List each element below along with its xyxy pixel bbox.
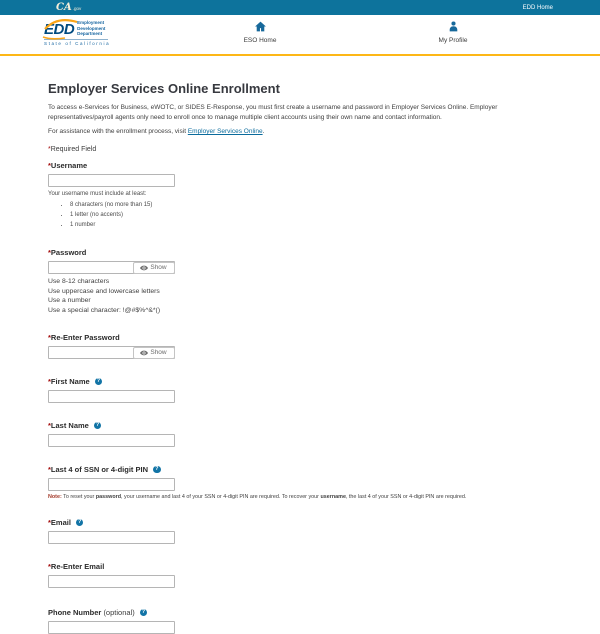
username-hint-list [70, 200, 552, 230]
phone-help-icon[interactable]: ? [140, 609, 148, 617]
password-hint: Use uppercase and lowercase letters [48, 287, 160, 295]
username-hint: • 1 letter (no accents) [70, 210, 552, 220]
email-group [48, 518, 552, 544]
note-part-bold: username [320, 494, 346, 500]
ssn-pin-note [48, 494, 552, 500]
employer-services-online-link[interactable]: Employer Services Online [187, 128, 263, 135]
password-group [48, 248, 552, 315]
phone-input[interactable] [48, 621, 175, 634]
reenter-email-group [48, 562, 552, 588]
password-input-wrap [48, 261, 175, 274]
edd-home-link[interactable]: EDD Home [522, 4, 553, 11]
edd-logo-line1: Employment [77, 20, 105, 25]
first-name-label-row [48, 377, 552, 386]
ca-gov-logo-script: CA [56, 1, 72, 13]
required-marker: * [48, 146, 51, 153]
password-label-text: Password [50, 248, 87, 257]
phone-group [48, 608, 552, 634]
ca-gov-logo-suffix: .gov [72, 5, 82, 11]
last-name-label [48, 421, 89, 430]
eye-icon [140, 350, 148, 356]
last-name-group [48, 421, 552, 447]
show-reenter-password-label: Show [150, 349, 167, 356]
edd-logo-department-lines [77, 20, 105, 37]
last-name-label-text: Last Name [50, 421, 89, 430]
username-hint: • 1 number [70, 220, 552, 230]
phone-label-row [48, 608, 552, 617]
top-bar [0, 0, 600, 15]
reenter-email-label-text: Re-Enter Email [50, 562, 105, 571]
first-name-help-icon[interactable]: ? [95, 378, 103, 386]
last-name-label-row [48, 421, 552, 430]
edd-logo-line3: Department [77, 31, 103, 36]
required-marker: * [48, 333, 51, 342]
eye-icon [140, 265, 148, 271]
first-name-label [48, 377, 90, 386]
phone-optional-text: (optional) [103, 608, 135, 617]
nav-my-profile-label: My Profile [438, 37, 468, 44]
last-name-input[interactable] [48, 434, 175, 447]
password-hint: Use a special character: !@#$%^&*() [48, 306, 161, 314]
assistance-line [48, 128, 552, 135]
required-field-note [48, 146, 552, 153]
site-header [0, 15, 600, 56]
ssn-pin-help-icon[interactable]: ? [153, 466, 161, 474]
ssn-pin-group [48, 465, 552, 500]
show-password-button[interactable] [133, 262, 175, 274]
note-label: Note: [48, 494, 62, 500]
username-hint-title: Your username must include at least: [48, 191, 147, 197]
username-label [48, 161, 87, 170]
edd-logo-tagline: State of California [44, 41, 111, 46]
home-icon [254, 20, 267, 33]
username-input[interactable] [48, 174, 175, 187]
username-label-text: Username [50, 161, 88, 170]
reenter-password-label-row [48, 333, 552, 342]
email-help-icon[interactable]: ? [76, 519, 84, 527]
note-part: , your username and last 4 of your SSN or 4-digit PIN are required. To recover your [121, 494, 321, 500]
edd-logo[interactable] [44, 18, 111, 46]
password-label-row [48, 248, 552, 257]
reenter-password-label [48, 333, 120, 342]
first-name-input[interactable] [48, 390, 175, 403]
reenter-password-input-wrap [48, 346, 175, 359]
nav-eso-home-label: ESO Home [243, 37, 277, 44]
password-hints [48, 277, 552, 315]
password-hint: Use a number [48, 297, 91, 304]
assistance-suffix: . [262, 128, 265, 135]
main-content [0, 56, 600, 634]
first-name-group [48, 377, 552, 403]
last-name-help-icon[interactable]: ? [94, 422, 102, 430]
required-marker: * [48, 518, 51, 527]
ssn-pin-label-text: Last 4 of SSN or 4-digit PIN [50, 465, 149, 474]
password-hint: Use 8-12 characters [48, 278, 110, 285]
reenter-email-input[interactable] [48, 575, 175, 588]
required-marker: * [48, 421, 51, 430]
email-input[interactable] [48, 531, 175, 544]
required-marker: * [48, 377, 51, 386]
assistance-prefix: For assistance with the enrollment process, visit [48, 128, 188, 135]
ssn-pin-label-row [48, 465, 552, 474]
reenter-email-label [48, 562, 104, 571]
username-group [48, 161, 552, 230]
username-hint: • 8 characters (no more than 15) [70, 200, 552, 210]
reenter-password-label-text: Re-Enter Password [50, 333, 120, 342]
person-icon [447, 20, 460, 33]
required-marker: * [48, 248, 51, 257]
reenter-email-label-row [48, 562, 552, 571]
note-part: , the last 4 of your SSN or 4-digit PIN are required. [345, 494, 467, 500]
first-name-label-text: First Name [50, 377, 90, 386]
note-part-bold: password [95, 494, 122, 500]
required-field-label: Required Field [50, 146, 97, 153]
phone-label-text: Phone Number [48, 608, 102, 617]
password-label [48, 248, 86, 257]
required-marker: * [48, 562, 51, 571]
nav-my-profile[interactable] [418, 20, 488, 44]
phone-label [48, 608, 135, 617]
email-label-row [48, 518, 552, 527]
reenter-password-group [48, 333, 552, 359]
ssn-pin-input[interactable] [48, 478, 175, 491]
email-label-text: Email [50, 518, 71, 527]
ssn-pin-label [48, 465, 148, 474]
note-part: To reset your [61, 494, 96, 500]
edd-logo-acronym: EDD [44, 21, 75, 38]
intro-paragraph: To access e-Services for Business, eWOTC, or SIDES E-Response, you must first create a username and password in Employer Services Online. Employer representatives/payroll agents only need to enroll once to manage multiple client accounts using their own name and contact information. [48, 104, 498, 121]
show-password-label: Show [150, 264, 167, 271]
edd-logo-swoosh-icon [41, 17, 81, 43]
ca-gov-logo[interactable] [56, 3, 81, 13]
email-label [48, 518, 71, 527]
edd-logo-line2: Development [77, 25, 106, 31]
page-title: Employer Services Online Enrollment [48, 81, 280, 96]
required-marker: * [48, 465, 51, 474]
show-reenter-password-button[interactable] [133, 347, 175, 359]
required-marker: * [48, 161, 51, 170]
nav-eso-home[interactable] [225, 20, 295, 44]
username-label-row [48, 161, 552, 170]
